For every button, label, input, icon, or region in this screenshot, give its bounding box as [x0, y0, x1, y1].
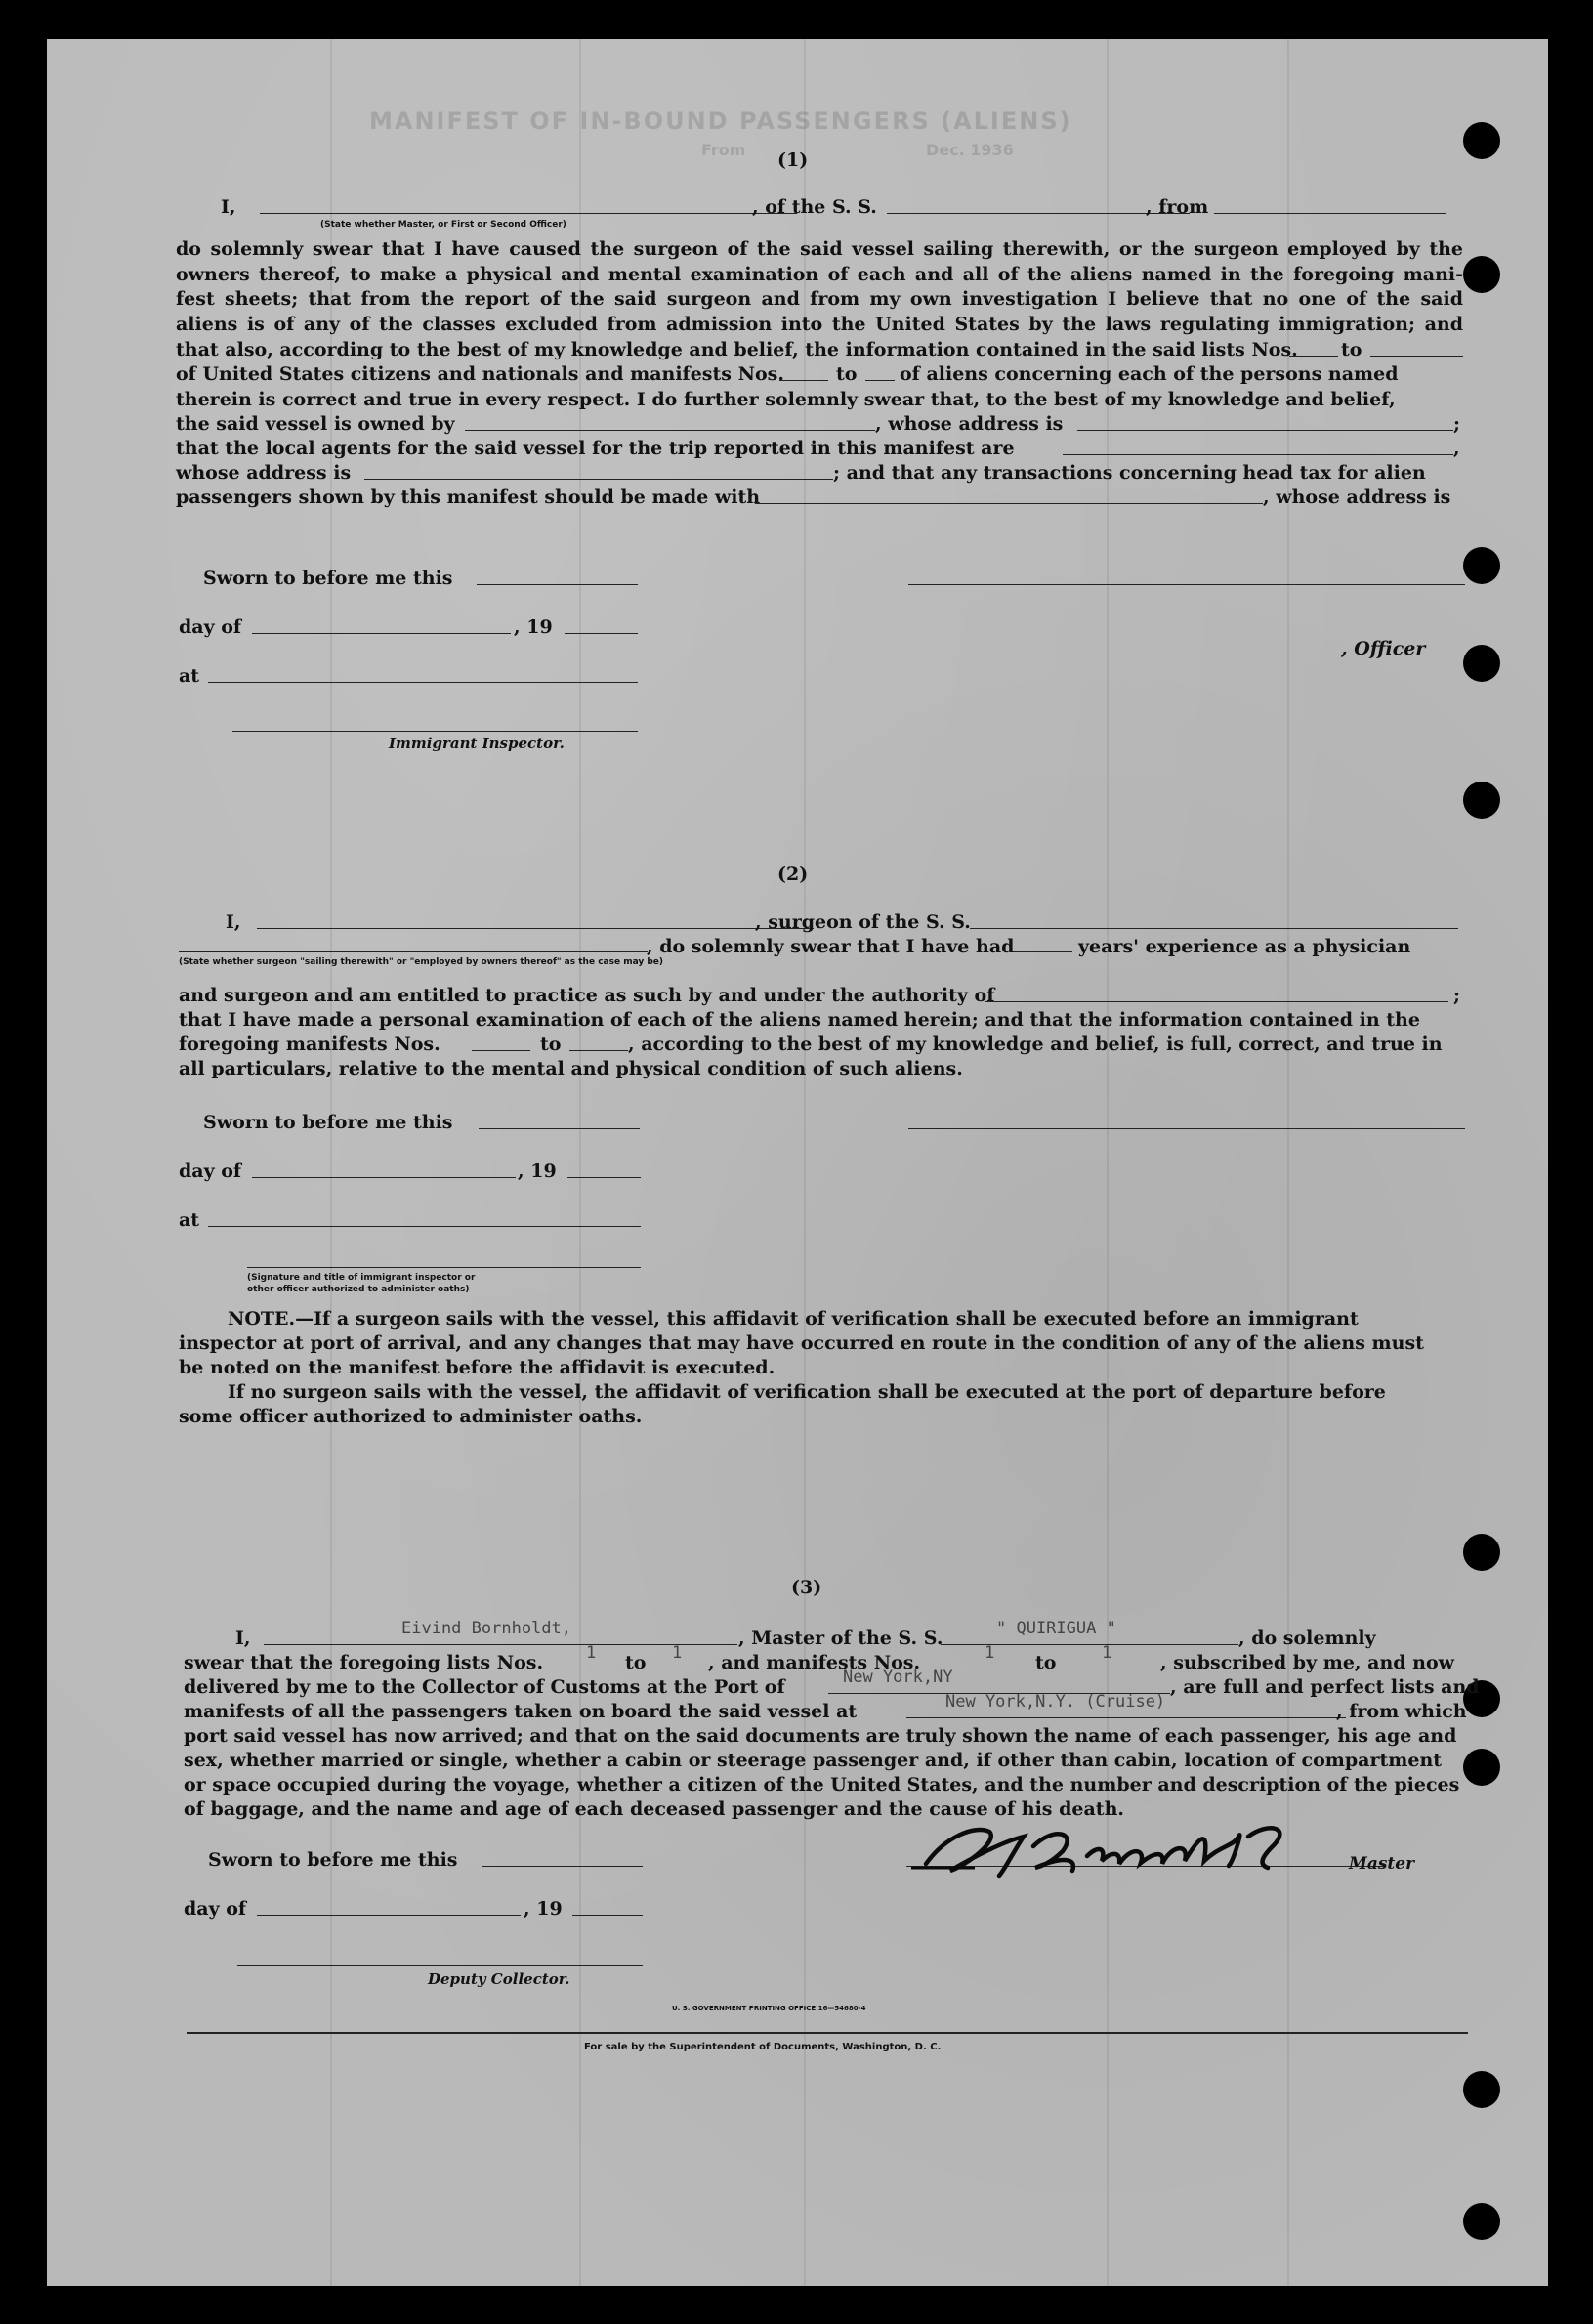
s3-i-label: I,	[235, 1627, 251, 1649]
s2-line5a: foregoing manifests Nos.	[179, 1034, 440, 1055]
faded-from: From	[701, 141, 746, 159]
s3-l2c: , and manifests Nos.	[708, 1652, 921, 1673]
s3-l2e: , subscribed by me, and now	[1160, 1652, 1455, 1673]
s1-officer-blank[interactable]	[260, 213, 797, 214]
s2-i-label: I,	[226, 911, 241, 933]
s3-day-of: day of	[184, 1898, 247, 1920]
s1-nineteen: , 19	[514, 616, 553, 638]
s3-l4a: manifests of all the passengers taken on board the said vessel at	[184, 1701, 858, 1722]
s2-line5c: , according to the best of my knowledge and belief, is full, correct, and true in	[628, 1034, 1443, 1055]
binder-hole	[1463, 256, 1500, 293]
s1-line10a: whose address is	[176, 462, 352, 484]
s2-status-blank[interactable]	[179, 951, 648, 952]
faded-date: Dec. 1936	[926, 141, 1014, 159]
binder-hole	[1463, 1749, 1500, 1786]
s2-inspector-blank[interactable]	[247, 1267, 641, 1268]
s1-year-blank[interactable]	[565, 633, 638, 634]
s3-l3b: , are full and perfect lists and	[1170, 1676, 1480, 1698]
s1-headtax-blank[interactable]	[755, 503, 1263, 504]
s1-inspector-blank[interactable]	[232, 731, 638, 732]
s1-of-ss: , of the S. S.	[752, 196, 877, 218]
s3-vessel-name: " QUIRIGUA "	[996, 1619, 1116, 1638]
s3-deputy-label: Deputy Collector.	[428, 1970, 570, 1988]
s1-line8b: , whose address is	[875, 413, 1064, 435]
s2-at-blank[interactable]	[208, 1226, 641, 1227]
s2-status-caption: (State whether surgeon "sailing therewith" or "employed by owners thereof" as the case may be)	[179, 957, 664, 967]
s3-embark-blank[interactable]	[906, 1717, 1346, 1718]
s3-master-name: Eivind Bornholdt,	[401, 1619, 571, 1638]
s2-sig-caption-1: (Signature and title of immigrant inspector or	[247, 1273, 476, 1283]
s1-lists-to-blank[interactable]	[1370, 356, 1463, 357]
section-1-number: (1)	[777, 149, 809, 171]
s2-swear: , do solemnly swear that I have had	[647, 936, 1015, 957]
s1-agents-address-blank[interactable]	[364, 479, 833, 480]
s1-oath-paragraph: do solemnly swear that I have caused the surgeon of the said vessel sailing therewith, or the surgeon employed by the owners thereof, to make a physical and mental examination of each and all of the aliens named in the foregoing mani- fest sheets; that from the report of the said surgeon and from my own investigation I believe that no one of the said aliens is of any of the classes excluded from admission into the United States by the laws regulating immigration; and	[176, 238, 1463, 335]
s2-line4: that I have made a personal examination of each of the aliens named herein; and that the information contained in the	[179, 1009, 1420, 1031]
s2-sig-caption-2: other officer authorized to administer oaths)	[247, 1285, 470, 1294]
s3-embark: New York,N.Y. (Cruise)	[945, 1692, 1166, 1711]
binder-hole	[1463, 1534, 1500, 1571]
s2-line5b: to	[540, 1034, 562, 1055]
s3-do-solemnly: , do solemnly	[1238, 1627, 1376, 1649]
s1-line6b: to	[836, 363, 858, 385]
binder-hole	[1463, 122, 1500, 159]
s2-manifests-to-blank[interactable]	[569, 1050, 628, 1051]
s1-inspector-label: Immigrant Inspector.	[389, 735, 565, 752]
s3-sworn-blank[interactable]	[482, 1866, 643, 1867]
s1-sworn: Sworn to before me this	[203, 568, 453, 589]
s3-sworn: Sworn to before me this	[208, 1849, 458, 1871]
s1-manifests-to-blank[interactable]	[865, 380, 895, 381]
s3-manifests-to: 1	[1102, 1643, 1112, 1663]
s2-surgeon-signature-blank[interactable]	[908, 1128, 1465, 1129]
s2-note2: inspector at port of arrival, and any changes that may have occurred en route in the condition of any of the aliens must	[179, 1332, 1424, 1354]
s1-line5b: to	[1341, 339, 1362, 360]
s3-lists-from: 1	[586, 1643, 597, 1663]
master-signature	[906, 1817, 1395, 1885]
s1-i-label: I,	[221, 196, 236, 218]
s3-l6: sex, whether married or single, whether a cabin or steerage passenger and, if other than cabin, location of compartment	[184, 1750, 1443, 1771]
s3-l2d: to	[1035, 1652, 1057, 1673]
s1-line6c: of aliens concerning each of the persons named	[900, 363, 1399, 385]
s3-manifests-from: 1	[985, 1643, 995, 1663]
s1-officer-label: , Officer	[1341, 638, 1426, 659]
binder-hole	[1463, 547, 1500, 584]
s3-l5: port said vessel has now arrived; and that on the said documents are truly shown the name of each passenger, his age and	[184, 1725, 1457, 1747]
s2-surgeon-blank[interactable]	[257, 928, 814, 929]
s1-from-blank[interactable]	[1214, 213, 1446, 214]
s3-l3a: delivered by me to the Collector of Customs at the Port of	[184, 1676, 785, 1698]
s2-line3: and surgeon and am entitled to practice as such by and under the authority of	[179, 985, 995, 1006]
s2-note3: be noted on the manifest before the affidavit is executed.	[179, 1357, 776, 1378]
s3-lists-to: 1	[672, 1643, 683, 1663]
s2-year-blank[interactable]	[567, 1177, 641, 1178]
s2-day-blank[interactable]	[252, 1177, 516, 1178]
s2-surgeon-of: , surgeon of the S. S.	[755, 911, 971, 933]
section-3-number: (3)	[791, 1577, 822, 1598]
s3-day-blank[interactable]	[257, 1915, 521, 1916]
s3-l7: or space occupied during the voyage, whether a citizen of the United States, and the number and description of the pieces	[184, 1774, 1460, 1796]
s1-owner-blank[interactable]	[465, 430, 875, 431]
s2-sworn: Sworn to before me this	[203, 1112, 453, 1133]
s3-port: New York,NY	[843, 1668, 953, 1687]
s1-line10b: ; and that any transactions concerning head tax for alien	[833, 462, 1426, 484]
s3-master-label: Master	[1349, 1854, 1415, 1874]
s3-year-blank[interactable]	[572, 1915, 643, 1916]
s1-at-blank[interactable]	[208, 682, 638, 683]
s2-note5: some officer authorized to administer oaths.	[179, 1406, 643, 1427]
s1-vessel-blank[interactable]	[887, 213, 1190, 214]
s1-owner-address-blank[interactable]	[1077, 430, 1453, 431]
s2-sworn-blank[interactable]	[479, 1128, 640, 1129]
binder-hole	[1463, 645, 1500, 682]
s1-line7: therein is correct and true in every respect. I do further solemnly swear that, to the best of my knowledge and belief,	[176, 389, 1396, 410]
s2-vessel-blank[interactable]	[970, 928, 1458, 929]
s1-line9: that the local agents for the said vessel for the trip reported in this manifest are	[176, 438, 1015, 459]
s1-at: at	[179, 665, 200, 687]
s1-line11b: , whose address is	[1263, 486, 1451, 508]
s3-l2a: swear that the foregoing lists Nos.	[184, 1652, 544, 1673]
s1-line8a: the said vessel is owned by	[176, 413, 455, 435]
binder-hole	[1463, 2203, 1500, 2240]
s1-lists-from-blank[interactable]	[1289, 356, 1338, 357]
s1-agents-blank[interactable]	[1063, 454, 1453, 455]
s2-years-blank[interactable]	[1014, 951, 1072, 952]
s3-l4b: , from which	[1336, 1701, 1467, 1722]
s1-day-of: day of	[179, 616, 242, 638]
s2-years: years' experience as a physician	[1078, 936, 1411, 957]
s1-line11a: passengers shown by this manifest should be made with	[176, 486, 761, 508]
s1-line6a: of United States citizens and nationals and manifests Nos.	[176, 363, 784, 385]
s3-l2b: to	[625, 1652, 647, 1673]
printing-office: U. S. GOVERNMENT PRINTING OFFICE 16—54680-4	[672, 2005, 866, 2012]
s3-master-blank[interactable]	[264, 1644, 737, 1645]
s2-manifests-from-blank[interactable]	[472, 1050, 530, 1051]
s3-master-of: , Master of the S. S.	[738, 1627, 943, 1649]
s2-nineteen: , 19	[518, 1161, 557, 1182]
s1-from: , from	[1146, 196, 1209, 218]
binder-hole	[1463, 782, 1500, 819]
faded-title: MANIFEST OF IN-BOUND PASSENGERS (ALIENS)	[369, 107, 1072, 135]
s2-line6: all particulars, relative to the mental and physical condition of such aliens.	[179, 1058, 963, 1079]
s2-authority-blank[interactable]	[985, 1001, 1448, 1002]
s3-nineteen: , 19	[524, 1898, 563, 1920]
s2-at: at	[179, 1209, 200, 1231]
s1-day-blank[interactable]	[252, 633, 511, 634]
s3-l8: of baggage, and the name and age of each deceased passenger and the cause of his death.	[184, 1798, 1124, 1820]
s1-officer-caption: (State whether Master, or First or Second Officer)	[320, 220, 566, 230]
s3-collector-blank[interactable]	[237, 1965, 643, 1966]
footer-rule	[187, 2032, 1468, 2034]
for-sale-line: For sale by the Superintendent of Documents, Washington, D. C.	[584, 2042, 942, 2052]
s2-note1: NOTE.—If a surgeon sails with the vessel, this affidavit of verification shall be executed before an immigrant	[228, 1308, 1359, 1330]
s2-note4: If no surgeon sails with the vessel, the affidavit of verification shall be executed at the port of departure before	[228, 1381, 1386, 1403]
binder-hole	[1463, 2071, 1500, 2108]
s1-manifests-from-blank[interactable]	[779, 380, 828, 381]
s1-officer-signature-blank[interactable]	[908, 584, 1465, 585]
document-page: MANIFEST OF IN-BOUND PASSENGERS (ALIENS) From Dec. 1936 (1) I, , of the S. S. , from (State whether Master, or First or Second Officer) do solemnly swear that I have caused the surgeon of the said vessel sailing therewith, or the surgeon employed by the owners thereof, to make a physical and mental examination of each and all of the aliens named in the foregoing mani- fest sheets; that from the report of the said surgeon and from my own investigation I believe that no one of the said aliens is of any of the classes excluded from admission into the United States by the laws regulating immigration; and that also, according to the best of my knowledge and belief, the information contained in the said lists Nos. to of United States citizens and nationals and manifests Nos. to of aliens concerning each of the persons named therein is correct and true in every respect. I do further solemnly swear that, to the best of my knowledge and belief, the said vessel is owned by , whose address is ; that the local agents for the said vessel for the trip reported in this manifest are , whose address is ; and that any transactions concerning head tax for alien passengers shown by this manifest should be made with , whose address is Sworn to before me this day of , 19 , Officer at Immigrant Inspector. (2) I, , surgeon of the S. S. , do solemnly swear that I have had years' experience as a physician (State whether surgeon "sailing therewith" or "employed by owners thereof" as the case may be) and surgeon and am entitled to practice as such by and under the authority of ; that I have made a personal examination of each of the aliens named herein; and that the information contained in the foregoing manifests Nos. to , according to the best of my knowledge and belief, is full, correct, and true in all particulars, relative to the mental and physical condition of such aliens. Sworn to before me this day of , 19 at (Signature and title of immigrant inspector or other officer authorized to administer oaths) NOTE.—If a surgeon sails with the vessel, this affidavit of verification shall be executed before an immigrant inspector at port of arrival, and any changes that may have occurred en route in the condition of any of the aliens must be noted on the manifest before the affidavit is executed. If no surgeon sails with the vessel, the affidavit of verification shall be executed at the port of departure before some officer authorized to administer oaths. (3) I, Eivind Bornholdt, , Master of the S. S. " QUIRIGUA " , do solemnly swear that the foregoing lists Nos. 1 to 1 , and manifests Nos. 1 to 1 , subscribed by me, and now delivered by me to the Collector of Customs at the Port of New York,NY , are full and perfect lists and manifests of all the passengers taken on board the said vessel at New York,N.Y. (Cruise) , from which port said vessel has now arrived; and that on the said documents are truly shown the name of each passenger, his age and sex, whether married or single, whether a cabin or steerage passenger and, if other than cabin, location of compartment or space occupied during the voyage, whether a citizen of the United States, and the number and description of the pieces of baggage, and the name and age of each deceased passenger and the cause of his death. Sworn to before me this Master day of , 19 Deputy Collector. U. S. GOVERNMENT PRINTING OFFICE 16—54680-4 For sale by the Superintendent of Documents, Washington, D. C.	[47, 39, 1548, 2286]
s1-sworn-blank[interactable]	[477, 584, 638, 585]
s2-day-of: day of	[179, 1161, 242, 1182]
s1-line5a: that also, according to the best of my knowledge and belief, the information contained in the said lists Nos.	[176, 339, 1298, 360]
section-2-number: (2)	[777, 864, 809, 885]
